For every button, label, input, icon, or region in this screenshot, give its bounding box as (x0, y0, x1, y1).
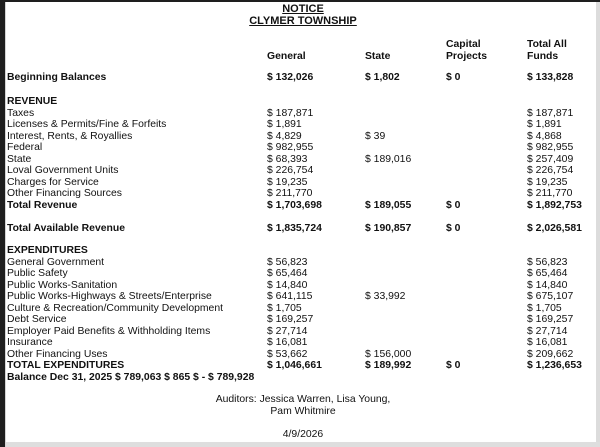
general-value: $ 169,257 (267, 314, 314, 325)
general-value: $ 641,115 (267, 291, 313, 302)
total-value: $ 209,662 (527, 348, 574, 360)
auditors-line-1: Auditors: Jessica Warren, Lisa Young, (215, 394, 391, 405)
general-value: $ 211,770 (267, 188, 313, 199)
row-label: Other Financing Uses (7, 348, 108, 360)
general-value: $ 68,393 (267, 153, 308, 165)
row-label: Interest, Rents, & Royallies (7, 130, 133, 142)
table-row (7, 108, 600, 119)
table-row (7, 326, 600, 337)
total-value: $ 675,107 (527, 291, 574, 302)
row-label: Other Financing Sources (7, 188, 122, 199)
table-row (7, 314, 600, 325)
column-header-state: State (365, 51, 391, 62)
column-header-capital-1: Capital (446, 39, 481, 50)
table-row (7, 257, 600, 268)
row-label: State (7, 153, 32, 165)
row-label: Insurance (7, 337, 53, 348)
general-value: $ 4,829 (267, 130, 302, 142)
township-name: CLYMER TOWNSHIP (249, 15, 357, 27)
table-row (7, 154, 600, 165)
total-value: $ 27,714 (527, 325, 568, 337)
total-available-revenue-row (7, 223, 600, 234)
total-value: $ 4,868 (527, 130, 562, 142)
row-label: Culture & Recreation/Community Development (7, 302, 223, 314)
column-header-capital-2: Projects (446, 51, 488, 62)
general-value: $ 1,891 (267, 119, 302, 130)
total-value: $ 2,026,581 (527, 223, 582, 234)
total-value: $ 1,236,653 (527, 360, 582, 371)
general-value: $ 16,081 (267, 337, 308, 348)
row-label: Loval Government Units (7, 165, 119, 176)
state-value: $ 190,857 (365, 223, 412, 234)
general-value: $ 65,464 (267, 268, 308, 279)
row-label: Public Safety (7, 268, 68, 279)
beginning-balances-row (7, 72, 600, 83)
table-row (7, 349, 600, 360)
total-value: $ 19,235 (527, 176, 568, 188)
general-value: $ 56,823 (267, 256, 308, 268)
notice-date: 4/9/2026 (282, 429, 324, 440)
total-value: $ 1,705 (527, 302, 562, 314)
general-value: $ 132,026 (267, 72, 314, 83)
capital-value: $ 0 (446, 199, 461, 211)
revenue-heading (7, 96, 600, 107)
row-label: Employer Paid Benefits & Withholding Items (7, 325, 211, 337)
row-label: Total Available Revenue (7, 223, 125, 234)
general-value: $ 1,046,661 (267, 360, 322, 371)
page-right-edge (596, 2, 600, 447)
row-label: TOTAL EXPENDITURES (7, 360, 125, 371)
notice-title: NOTICE (282, 3, 324, 15)
total-value: $ 133,828 (527, 72, 574, 83)
total-revenue-row (7, 200, 600, 211)
ending-balance-line (7, 372, 600, 383)
general-value: $ 53,662 (267, 348, 308, 360)
row-label: Taxes (7, 107, 35, 119)
column-header-general: General (267, 51, 306, 62)
column-header-total-2: Funds (527, 51, 559, 62)
state-value: $ 33,992 (365, 291, 406, 302)
general-value: $ 19,235 (267, 176, 308, 188)
section-heading: EXPENDITURES (7, 245, 88, 256)
general-value: $ 1,703,698 (267, 199, 322, 211)
table-row (7, 268, 600, 279)
total-value: $ 982,955 (527, 142, 574, 153)
general-value: $ 14,840 (267, 279, 308, 291)
table-row (7, 131, 600, 142)
total-value: $ 211,770 (527, 188, 573, 199)
row-label: Licenses & Permits/Fine & Forfeits (7, 119, 167, 130)
table-row (7, 188, 600, 199)
row-label: Charges for Service (7, 176, 99, 188)
general-value: $ 27,714 (267, 325, 308, 337)
state-value: $ 1,802 (365, 72, 400, 83)
general-value: $ 1,705 (267, 302, 302, 314)
total-value: $ 56,823 (527, 256, 568, 268)
state-value: $ 189,992 (365, 360, 412, 371)
state-value: $ 189,016 (365, 153, 412, 165)
row-label: Public Works-Highways & Streets/Enterprise (7, 291, 212, 302)
table-row (7, 177, 600, 188)
total-value: $ 257,409 (527, 153, 574, 165)
capital-value: $ 0 (446, 360, 461, 371)
table-row (7, 337, 600, 348)
state-value: $ 156,000 (365, 348, 412, 360)
total-value: $ 65,464 (527, 268, 568, 279)
state-value: $ 39 (365, 130, 386, 142)
row-label: Beginning Balances (7, 72, 107, 83)
table-row (7, 291, 600, 302)
table-row (7, 280, 600, 291)
table-row (7, 119, 600, 130)
row-label: Public Works-Sanitation (7, 279, 118, 291)
table-row (7, 165, 600, 176)
table-row (7, 142, 600, 153)
total-value: $ 1,891 (527, 119, 562, 130)
general-value: $ 187,871 (267, 107, 314, 119)
total-expenditures-row (7, 360, 600, 371)
capital-value: $ 0 (446, 72, 461, 83)
general-value: $ 982,955 (267, 142, 314, 153)
auditors-line-2: Pam Whitmire (270, 406, 336, 417)
row-label: General Government (7, 256, 105, 268)
page-bottom-edge (6, 442, 600, 447)
row-label: Federal (7, 142, 43, 153)
total-value: $ 14,840 (527, 279, 568, 291)
total-value: $ 187,871 (527, 107, 574, 119)
row-label: Debt Service (7, 314, 67, 325)
total-value: $ 1,892,753 (527, 199, 582, 211)
section-heading: REVENUE (7, 96, 58, 107)
table-row (7, 303, 600, 314)
total-value: $ 226,754 (527, 165, 574, 176)
state-value: $ 189,055 (365, 199, 412, 211)
column-header-total-1: Total All (527, 39, 567, 50)
row-label: Total Revenue (7, 199, 78, 211)
total-value: $ 16,081 (527, 337, 568, 348)
total-value: $ 169,257 (527, 314, 574, 325)
notice-page (5, 2, 600, 447)
capital-value: $ 0 (446, 223, 461, 234)
expenditures-heading (7, 245, 600, 256)
ending-balance-text: Balance Dec 31, 2025 $ 789,063 $ 865 $ - $ 789,928 (7, 371, 255, 383)
general-value: $ 226,754 (267, 165, 314, 176)
general-value: $ 1,835,724 (267, 223, 322, 234)
